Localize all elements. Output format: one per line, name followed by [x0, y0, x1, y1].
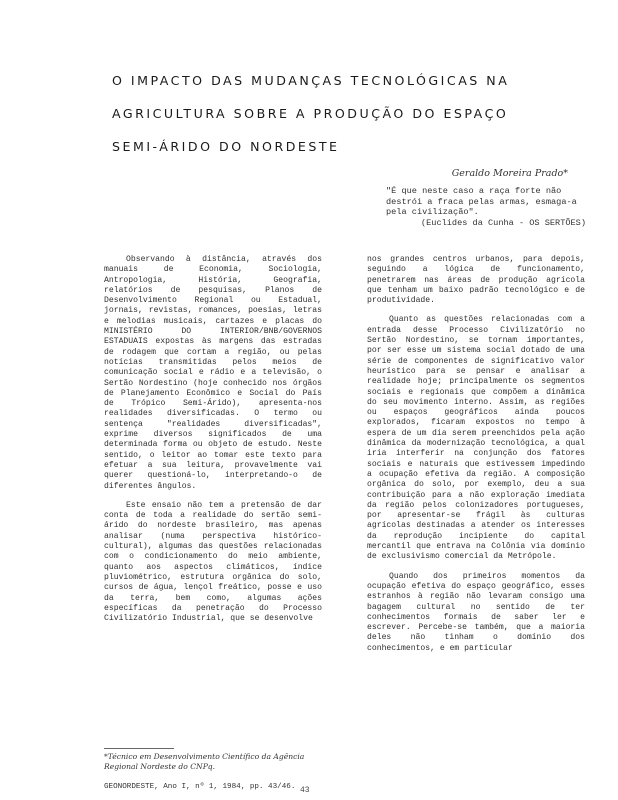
paragraph: Observando à distância, através dos manuais de Economia, Sociologia, Antropologia, História, Geografia, relatórios de pesquisas, Planos de Desenvolvimento Regional ou Estadual, jornais, revistas, romances, poesias, letras e melodias musicais, cartazes e placas do MINISTÉRIO DO INTERIOR/BNB/GOVERNOS ESTADUAIS expostas às margens das estradas de rodagem que cortam a região, ou pelas notícias transmitidas pelos meios de comunicação social e rádio e a televisão, o Sertão Nordestino (hoje conhecido nos órgãos de Planejamento Econômico e Social do País de Trópico Semi-Árido), apresenta-nos realidades diversificadas. O termo ou sentença "realidades diversificadas", exprime diversos significados de uma determinada forma ou objeto de estudo. Neste sentido, o leitor ao tomar este texto para efetuar a sua leitura, provavelmente vai querer questioná-lo, interpretando-o de diferentes ângulos.	[104, 255, 322, 491]
article-title	[112, 64, 552, 163]
epigraph	[386, 186, 586, 228]
journal-citation: GEONORDESTE, Ano I, nº 1, 1984, pp. 43/46.	[104, 783, 296, 791]
footnote: *Técnico em Desenvolvimento Científico da Agência Regional Nordeste do CNPq.	[104, 752, 305, 771]
right-column	[367, 255, 585, 663]
author-name: Geraldo Moreira Prado*	[451, 168, 568, 179]
paragraph: nos grandes centros urbanos, para depois, seguindo a lógica de funcionamento, penetrarem nas áreas de produção agrícola que tenham um baixo padrão tecnológico e de produtividade.	[367, 255, 585, 306]
paragraph: Este ensaio não tem a pretensão de dar conta de toda a realidade do sertão semi-árido do nordeste brasileiro, mas apenas analisar (numa perspectiva histórico-cultural), algumas das questões relacionadas com o condicionamento do meio ambiente, quanto aos aspectos climáticos, índice pluviométrico, estrutura orgânica do solo, cursos de água, lençol freático, posse e uso da terra, bem como, algumas ações específicas da penetração do Processo Civilizatório Industrial, que se desenvolve	[104, 500, 322, 624]
page-number: 43	[300, 786, 310, 795]
epigraph-source: (Euclides da Cunha - OS SERTÕES)	[420, 217, 586, 228]
epigraph-quote: "É que neste caso a raça forte não destrói a fraca pelas armas, esmaga-a pela civilização".	[386, 186, 577, 218]
left-column	[104, 255, 322, 633]
title-line-1: O IMPACTO DAS MUDANÇAS TECNOLÓGICAS NA	[112, 73, 510, 88]
paragraph: Quanto as questões relacionadas com a entrada desse Processo Civilizatório no Sertão Nordestino, se tornam importantes, por ser esse um sistema social dotado de uma série de componentes de significativo valor heurístico para se pensar e analisar a realidade hoje; principalmente os segmentos sociais e regionais que compõem a dinâmica do seu movimento interno. Assim, as regiões ou espaços geográficos ainda poucos explorados, ficaram expostos no tempo à espera de um dia serem preenchidos pela ação dinâmica da modernização tecnológica, a qual iria interferir na conjunção dos fatores sociais e naturais que estivessem impedindo a ocupação efetiva da região. A composição orgânica do solo, por exemplo, deu a sua contribuição para a não exploração imediata da região pelos colonizadores portugueses, por apresentar-se frágil às culturas agrícolas destinadas a atender os interesses da reprodução incipiente do capital mercantil que entrava na Colônia via domínio de exclusivismo comercial da Metrópole.	[367, 315, 585, 562]
footnote-divider	[104, 748, 174, 749]
title-line-3: SEMI-ÁRIDO DO NORDESTE	[112, 139, 340, 154]
paragraph: Quando dos primeiros momentos da ocupação efetiva do espaço geográfico, esses estranhos à região não levaram consigo uma bagagem cultural no sentido de ter conhecimentos formais de saber ler e escrever. Percebe-se também, que a maioria deles não tinham o domínio dos conhecimentos, e em particular	[367, 571, 585, 653]
title-line-2: AGRICULTURA SOBRE A PRODUÇÃO DO ESPAÇO	[112, 106, 509, 121]
